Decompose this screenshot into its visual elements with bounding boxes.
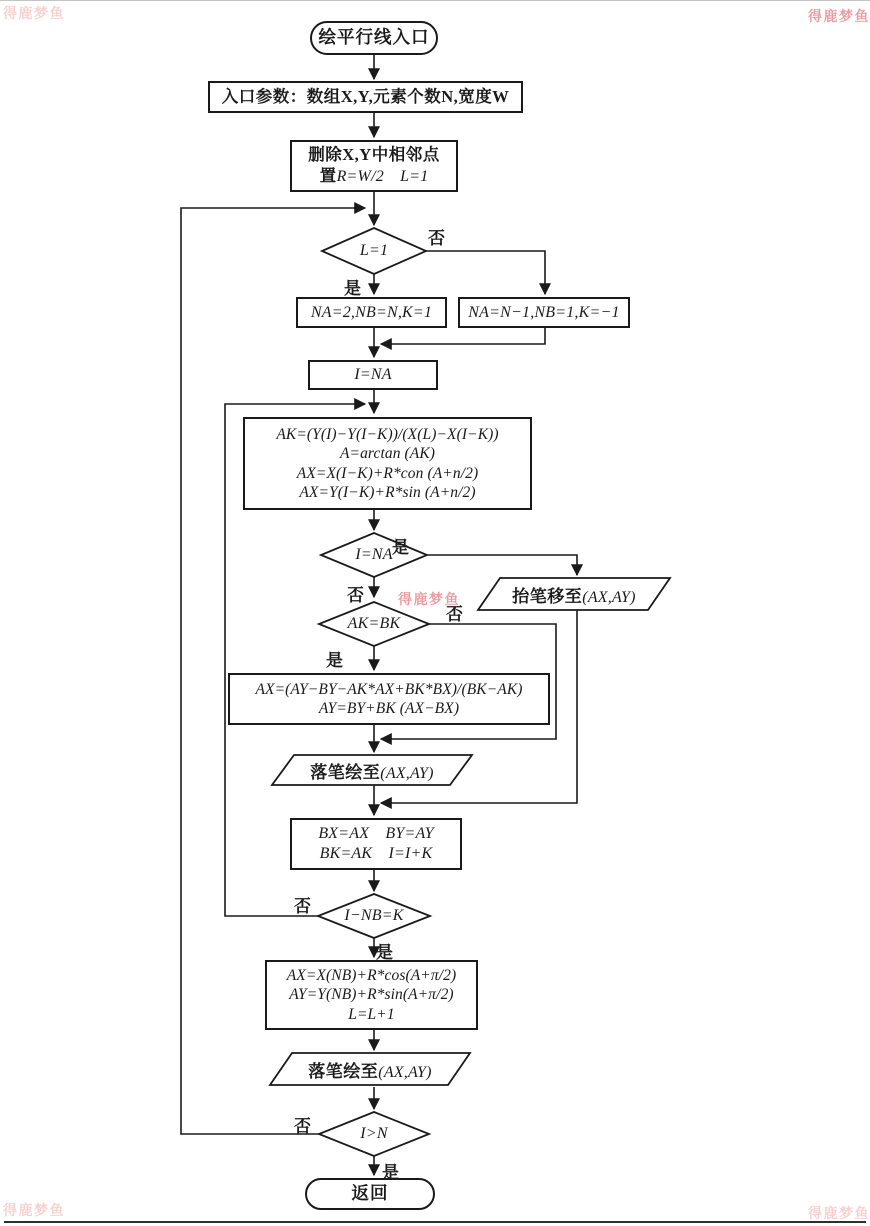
save-prev-line-1: BX=AX BY=AY bbox=[318, 825, 434, 842]
branch-label-yes: 是 bbox=[326, 651, 343, 670]
pen-down-1-text: 落笔绘至(AX,AY) bbox=[310, 762, 434, 782]
dedup-line2: 置R=W/2 L=1 bbox=[319, 165, 429, 185]
save-prev-box bbox=[290, 818, 462, 870]
branch-label-no: 否 bbox=[428, 229, 445, 248]
endpoint-line-3: L=L+1 bbox=[348, 1005, 395, 1023]
pen-up-text: 抬笔移至(AX,AY) bbox=[512, 586, 636, 606]
branch-label-no: 否 bbox=[294, 1117, 311, 1136]
return-label: 返回 bbox=[351, 1183, 389, 1204]
pen-down-2-io-label bbox=[270, 1053, 470, 1085]
watermark: 得鹿梦鱼 bbox=[808, 8, 870, 24]
branch-label-yes: 是 bbox=[382, 1163, 399, 1182]
intersect-line-1: AX=(AY−BY−AK*AX+BK*BX)/(BK−AK) bbox=[255, 680, 523, 698]
branch-label-yes: 是 bbox=[376, 943, 393, 962]
watermark: 得鹿梦鱼 bbox=[3, 1202, 65, 1218]
decision-inb-label: I−NB=K bbox=[344, 907, 404, 924]
intersect-line-2: AY=BY+BK (AX−BX) bbox=[318, 700, 460, 717]
pen-down-1-io-label bbox=[272, 755, 472, 785]
dedup-line1: 删除X,Y中相邻点 bbox=[308, 145, 440, 165]
backward-init-box bbox=[458, 297, 630, 328]
entry-params-box bbox=[208, 81, 523, 113]
calc-line-3: AX=X(I−K)+R*con (A+n/2) bbox=[296, 464, 479, 482]
watermark: 得鹿梦鱼 bbox=[398, 591, 460, 607]
watermark: 得鹿梦鱼 bbox=[808, 1205, 870, 1221]
pen-down-2-text: 落笔绘至(AX,AY) bbox=[308, 1061, 432, 1081]
return-terminal bbox=[305, 1178, 435, 1210]
forward-init-box bbox=[296, 297, 447, 328]
branch-label-no: 否 bbox=[347, 586, 364, 605]
branch-label-yes: 是 bbox=[344, 279, 361, 298]
page-bottom-rule bbox=[4, 1221, 866, 1223]
dedup-box bbox=[290, 140, 458, 192]
endpoint-line-2: AY=Y(NB)+R*sin(A+π/2) bbox=[289, 986, 454, 1004]
backward-init-text: NA=N−1,NB=1,K=−1 bbox=[468, 303, 620, 321]
forward-init-text: NA=2,NB=N,K=1 bbox=[310, 303, 433, 321]
decision-akbk-label: AK=BK bbox=[347, 615, 401, 632]
watermark: 得鹿梦鱼 bbox=[3, 5, 65, 21]
calc-line-4: AX=Y(I−K)+R*sin (A+n/2) bbox=[299, 483, 476, 501]
start-terminal bbox=[310, 21, 438, 55]
branch-label-yes: 是 bbox=[392, 538, 409, 557]
decision-ina-label: I=NA bbox=[355, 546, 393, 563]
decision-l-label: L=1 bbox=[359, 242, 389, 259]
calc-line-2: A=arctan (AK) bbox=[339, 445, 436, 463]
endpoint-line-1: AX=X(NB)+R*cos(A+π/2) bbox=[286, 966, 457, 984]
slope-calc-box bbox=[243, 417, 532, 510]
start-label: 绘平行线入口 bbox=[318, 27, 430, 48]
pen-up-io-label bbox=[478, 578, 670, 610]
branch-label-no: 否 bbox=[446, 605, 463, 624]
decision-in-label: I>N bbox=[360, 1125, 388, 1142]
branch-label-no: 否 bbox=[294, 897, 311, 916]
save-prev-line-2: BK=AK I=I+K bbox=[319, 845, 433, 862]
init-i-text: I=NA bbox=[354, 366, 392, 383]
init-i-box bbox=[308, 360, 438, 390]
entry-params-text: 入口参数：数组X,Y,元素个数N,宽度W bbox=[221, 86, 510, 106]
calc-line-1: AK=(Y(I)−Y(I−K))/(X(L)−X(I−K)) bbox=[276, 425, 499, 443]
endpoint-calc-box bbox=[265, 960, 478, 1030]
intersection-calc-box bbox=[228, 673, 550, 725]
